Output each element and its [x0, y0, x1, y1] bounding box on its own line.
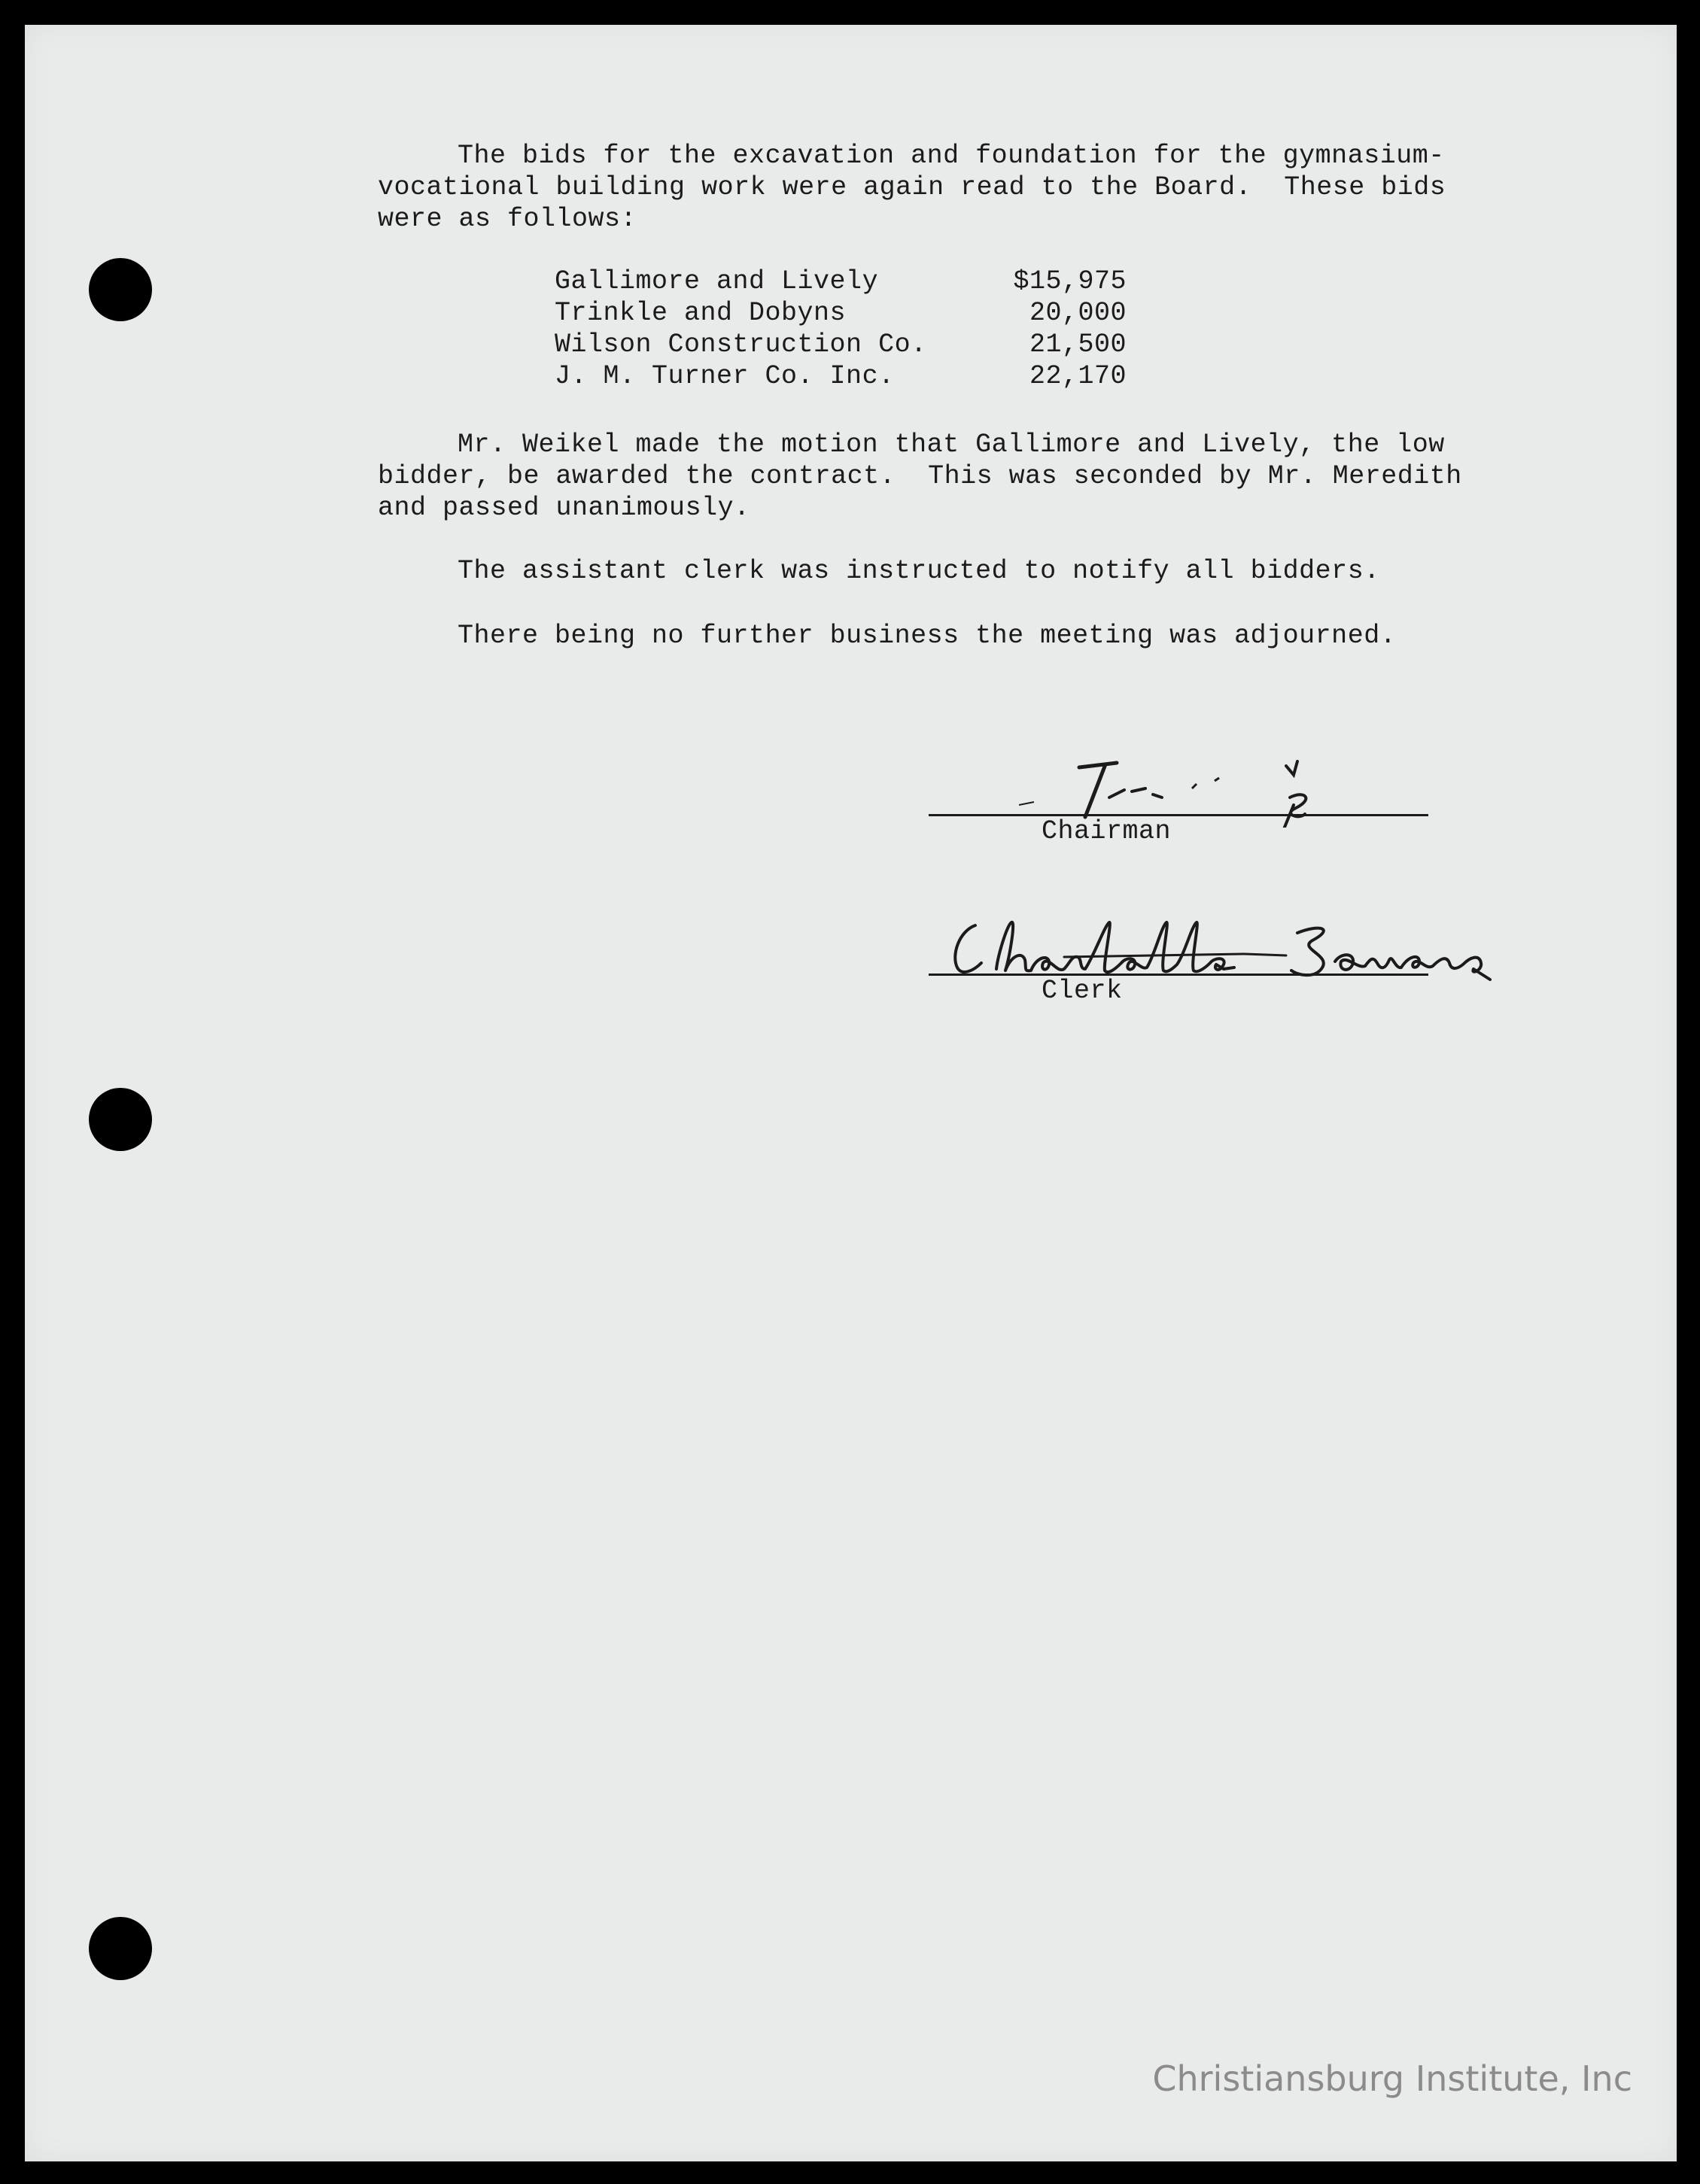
paragraph-line: The bids for the excavation and foundation for the gymnasium- — [458, 141, 1445, 171]
clerk-signature-line — [929, 974, 1428, 976]
bid-amount: 21,500 — [1029, 330, 1127, 360]
bid-amount: 20,000 — [1029, 298, 1127, 328]
clerk-signature-block — [929, 910, 1428, 1016]
chairman-label: Chairman — [1042, 816, 1172, 846]
bid-row — [555, 360, 1127, 392]
clerk-signature — [944, 910, 1538, 993]
bids-intro-paragraph — [378, 140, 1446, 235]
bid-row — [555, 266, 1127, 297]
bidder-name: Gallimore and Lively — [555, 266, 879, 296]
paragraph-line: bidder, be awarded the contract. This was seconded by Mr. Meredith — [378, 461, 1462, 491]
motion-paragraph — [378, 429, 1462, 524]
chairman-signature-line — [929, 814, 1428, 816]
notify-paragraph — [378, 555, 1380, 587]
paragraph-line: and passed unanimously. — [378, 493, 750, 523]
binder-hole — [89, 1917, 152, 1980]
bid-row — [555, 297, 1127, 329]
paragraph-line: Mr. Weikel made the motion that Gallimore and Lively, the low — [458, 430, 1445, 460]
paragraph-line: There being no further business the meeting was adjourned. — [458, 621, 1397, 651]
paragraph-line: vocational building work were again read to the Board. These bids — [378, 172, 1446, 202]
paragraph-line: were as follows: — [378, 204, 637, 234]
bid-amount: 22,170 — [1029, 361, 1127, 391]
bid-row — [555, 329, 1127, 360]
bid-amount: $15,975 — [1013, 266, 1127, 296]
bids-table — [555, 266, 1127, 392]
paragraph-line: The assistant clerk was instructed to notify all bidders. — [458, 556, 1380, 586]
chairman-signature-block — [929, 745, 1428, 850]
bidder-name: Trinkle and Dobyns — [555, 298, 847, 328]
binder-hole — [89, 1088, 152, 1151]
binder-hole — [89, 258, 152, 321]
bidder-name: J. M. Turner Co. Inc. — [555, 361, 895, 391]
bidder-name: Wilson Construction Co. — [555, 330, 927, 360]
clerk-label: Clerk — [1042, 976, 1123, 1006]
adjourn-paragraph — [378, 620, 1396, 652]
watermark: Christiansburg Institute, Inc — [1152, 2058, 1632, 2099]
